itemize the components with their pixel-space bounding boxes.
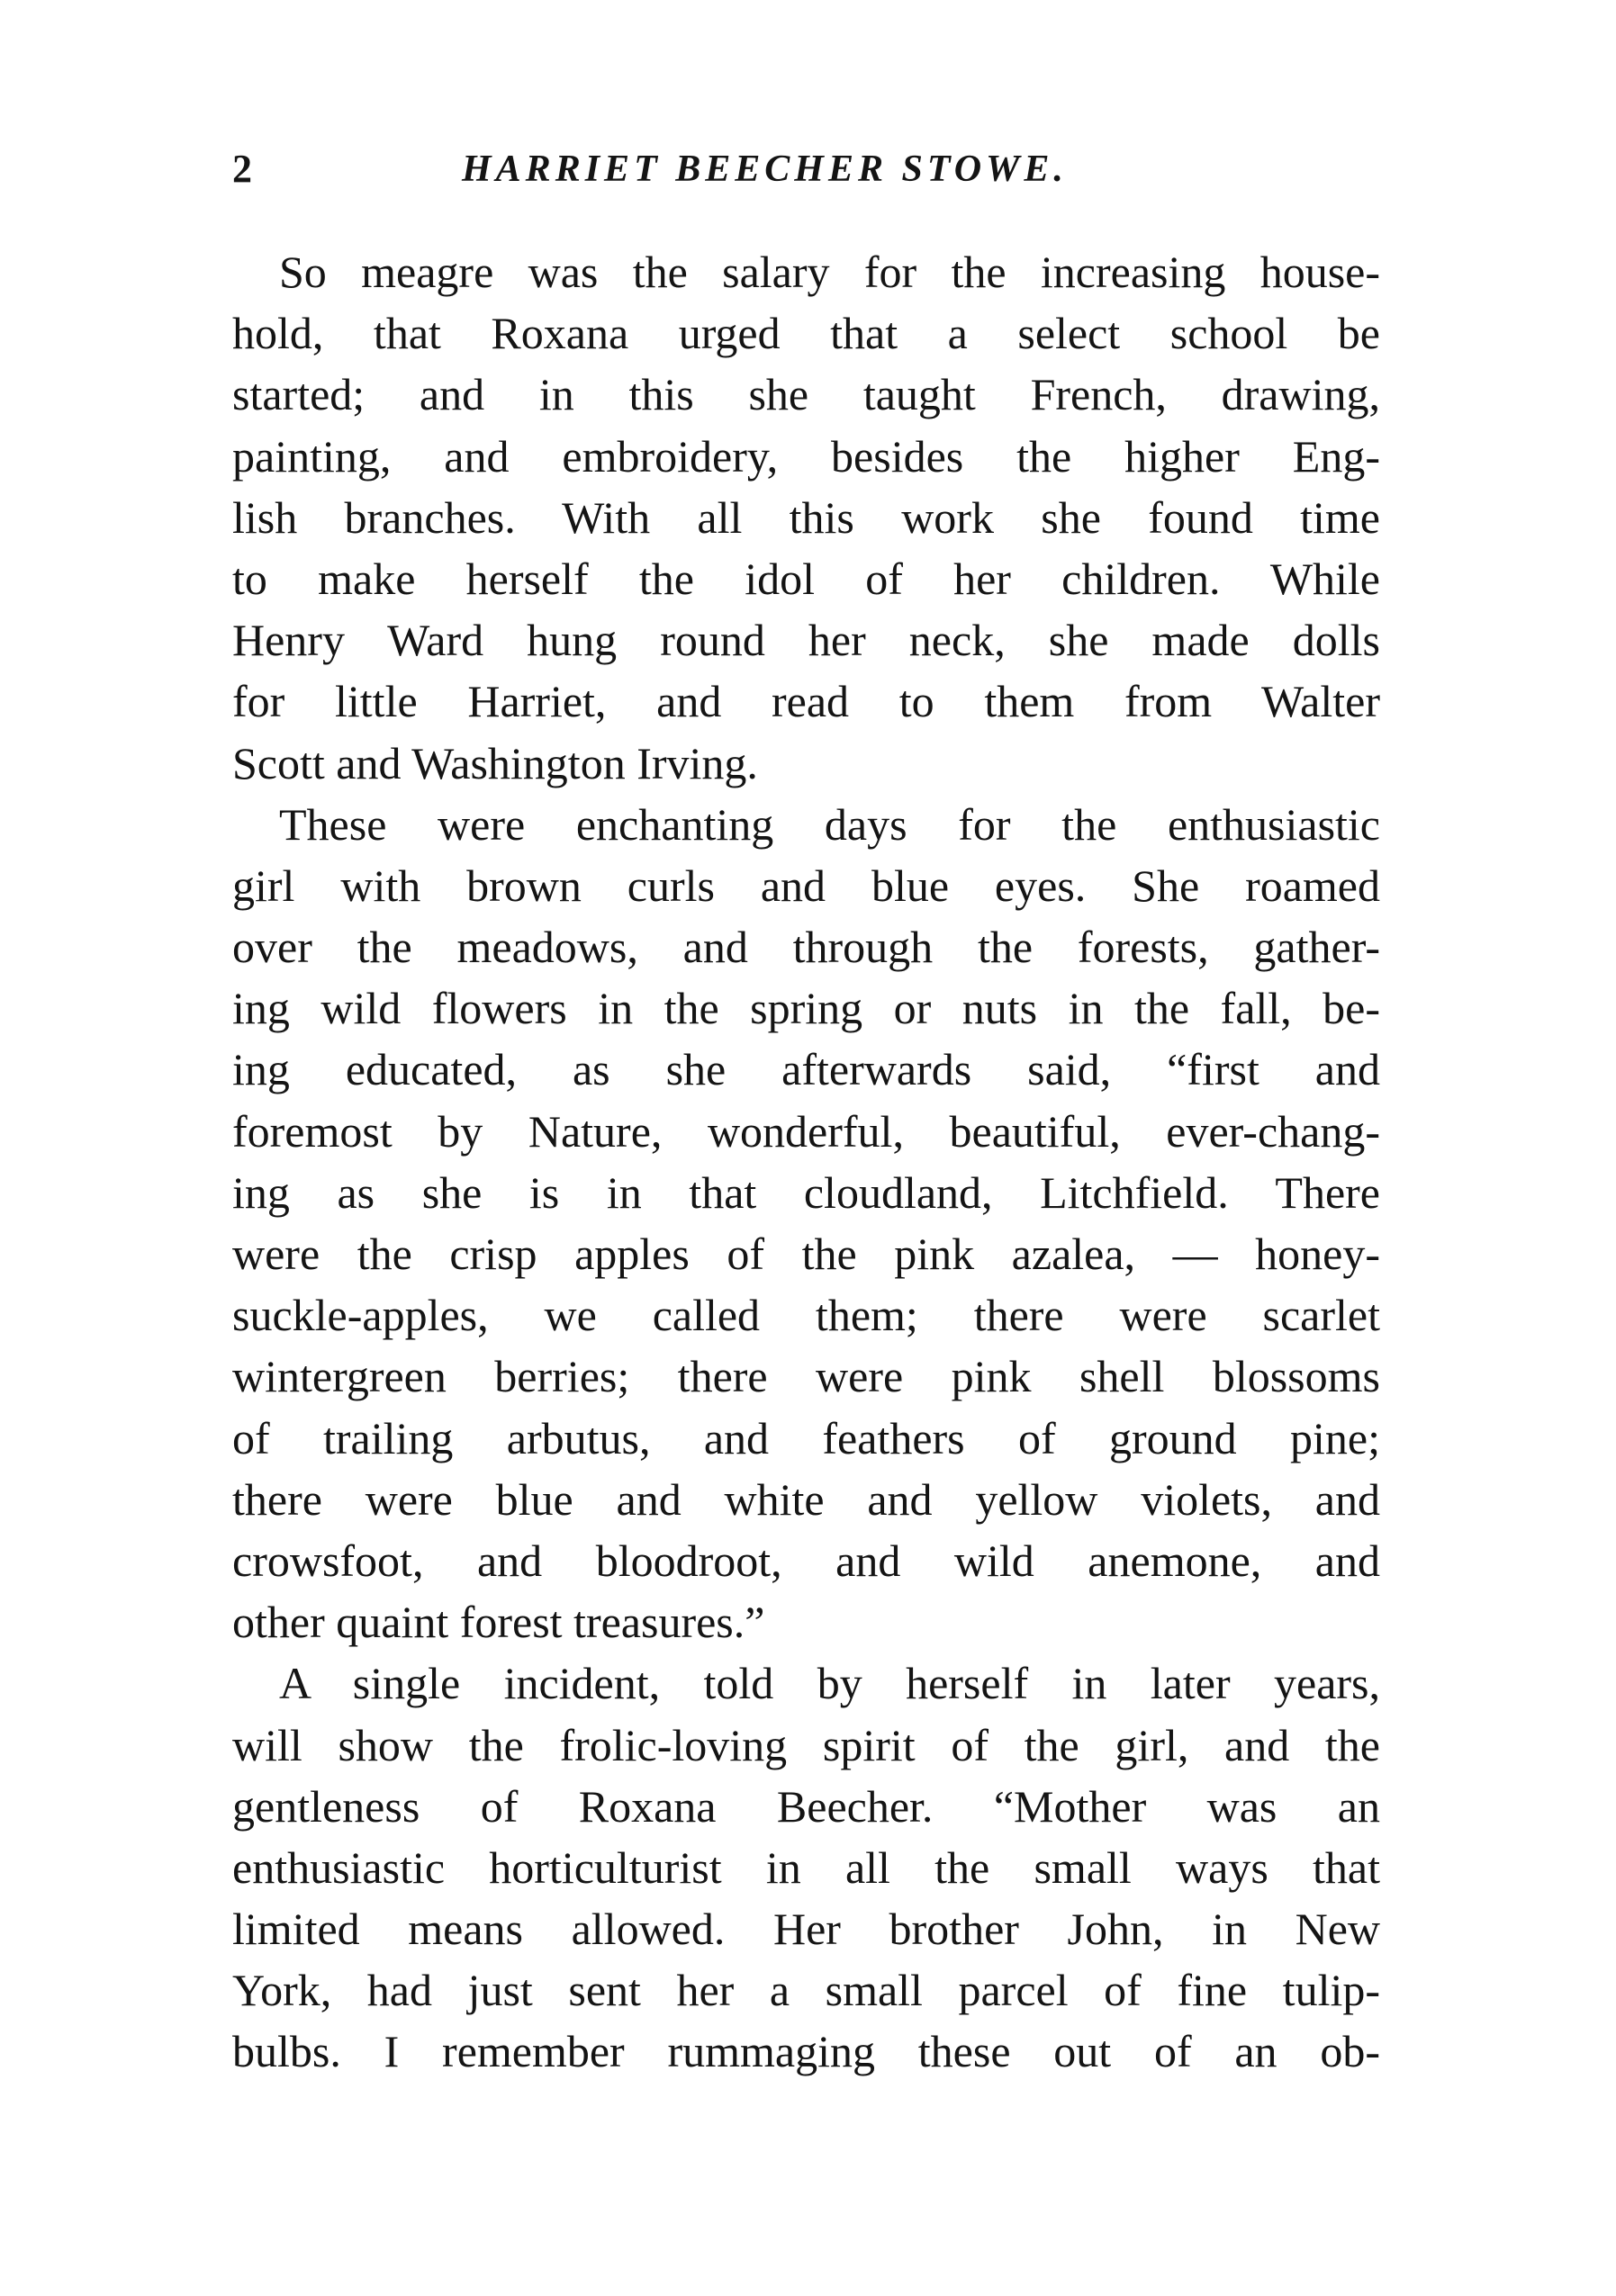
text-line: enthusiastic horticulturist in all the small ways that bbox=[232, 1841, 1380, 1893]
text-line: other quaint forest treasures.” bbox=[232, 1597, 765, 1648]
running-title: HARRIET BEECHER STOWE. bbox=[462, 149, 1068, 190]
text-line: A single incident, told by herself in later years, bbox=[279, 1658, 1380, 1709]
text-line: will show the frolic-loving spirit of the girl, and the bbox=[232, 1719, 1380, 1770]
text-line: painting, and embroidery, besides the higher Eng- bbox=[232, 430, 1380, 482]
paragraph-1 bbox=[232, 241, 1380, 794]
text-line: Henry Ward hung round her neck, she made dolls bbox=[232, 615, 1380, 666]
text-line: lish branches. With all this work she found time bbox=[232, 491, 1380, 543]
text-line: These were enchanting days for the enthusiastic bbox=[279, 798, 1380, 850]
text-line: over the meadows, and through the forests, gather- bbox=[232, 922, 1380, 973]
text-line: bulbs. I remember rummaging these out of an ob- bbox=[232, 2026, 1380, 2077]
text-line: gentleness of Roxana Beecher. “Mother was an bbox=[232, 1780, 1380, 1832]
text-line: to make herself the idol of her children. While bbox=[232, 553, 1380, 604]
text-line: So meagre was the salary for the increasing house- bbox=[279, 247, 1380, 297]
text-line: wintergreen berries; there were pink shell blossoms bbox=[232, 1351, 1380, 1402]
text-line: there were blue and white and yellow violets, and bbox=[232, 1473, 1380, 1525]
text-line: hold, that Roxana urged that a select school be bbox=[232, 308, 1380, 359]
text-line: ing as she is in that cloudland, Litchfield. There bbox=[232, 1166, 1380, 1218]
paragraph-3 bbox=[232, 1652, 1380, 2082]
text-line: York, had just sent her a small parcel of fine tulip- bbox=[232, 1965, 1380, 2016]
text-line: of trailing arbutus, and feathers of ground pine; bbox=[232, 1412, 1380, 1463]
text-line: were the crisp apples of the pink azalea, — honey- bbox=[232, 1229, 1380, 1279]
running-head bbox=[205, 142, 1376, 196]
text-line: ing wild flowers in the spring or nuts in the fall, be- bbox=[232, 983, 1380, 1034]
text-line: foremost by Nature, wonderful, beautiful, ever-chang- bbox=[232, 1105, 1380, 1157]
text-line: limited means allowed. Her brother John, in New bbox=[232, 1904, 1380, 1955]
text-line: girl with brown curls and blue eyes. She roamed bbox=[232, 860, 1380, 911]
text-line: suckle-apples, we called them; there were scarlet bbox=[232, 1290, 1380, 1341]
body-text bbox=[232, 241, 1380, 2083]
page-number: 2 bbox=[232, 147, 252, 191]
text-line: for little Harriet, and read to them from Walter bbox=[232, 676, 1380, 727]
paragraph-2 bbox=[232, 794, 1380, 1653]
text-line: started; and in this she taught French, drawing, bbox=[232, 369, 1380, 420]
text-line: Scott and Washington Irving. bbox=[232, 737, 758, 788]
text-line: crowsfoot, and bloodroot, and wild anemone, and bbox=[232, 1535, 1380, 1586]
text-line: ing educated, as she afterwards said, “first and bbox=[232, 1044, 1380, 1095]
